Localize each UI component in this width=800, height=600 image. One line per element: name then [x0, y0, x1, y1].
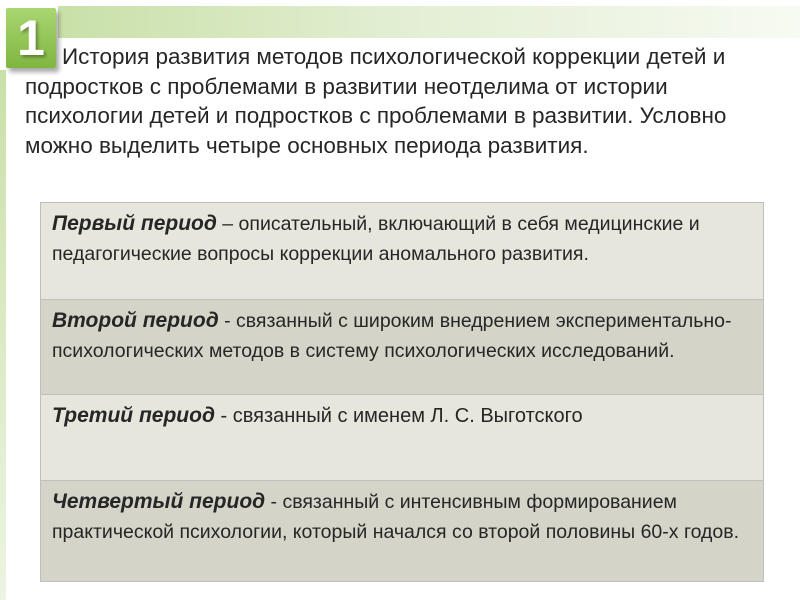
period-title: Второй период	[52, 309, 219, 332]
period-cell-2	[41, 300, 764, 395]
slide-number: 1	[17, 10, 45, 66]
period-cell-1	[41, 203, 764, 300]
period-title: Четвертый период	[52, 490, 266, 513]
period-title: Третий период	[52, 404, 215, 427]
period-title: Первый период	[52, 212, 217, 235]
period-description: - связанный с широким внедрением экспериментально-психологических методов в систему психологических исследований.	[52, 310, 732, 362]
table-row	[41, 203, 764, 300]
header-decoration-bar	[58, 6, 800, 38]
table-row	[41, 481, 764, 582]
side-decoration-bar	[0, 70, 6, 600]
intro-paragraph: История развития методов психологической коррекции детей и подростков с проблемами в развитии неотделима от истории психологии детей и подростков с проблемами в развитии. Условно можно выделить четыре основных периода развития.	[25, 44, 727, 158]
period-description: - связанный с интенсивным формированием практической психологии, который начался со второй половины 60-х годов.	[52, 491, 740, 543]
period-description: – описательный, включающий в себя медицинские и педагогические вопросы коррекции аномального развития.	[52, 213, 700, 265]
table-row	[41, 395, 764, 481]
period-cell-3	[41, 395, 764, 481]
table-row	[41, 300, 764, 395]
period-description: - связанный с именем Л. С. Выготского	[214, 405, 583, 427]
period-cell-4	[41, 481, 764, 582]
periods-table	[40, 202, 764, 582]
